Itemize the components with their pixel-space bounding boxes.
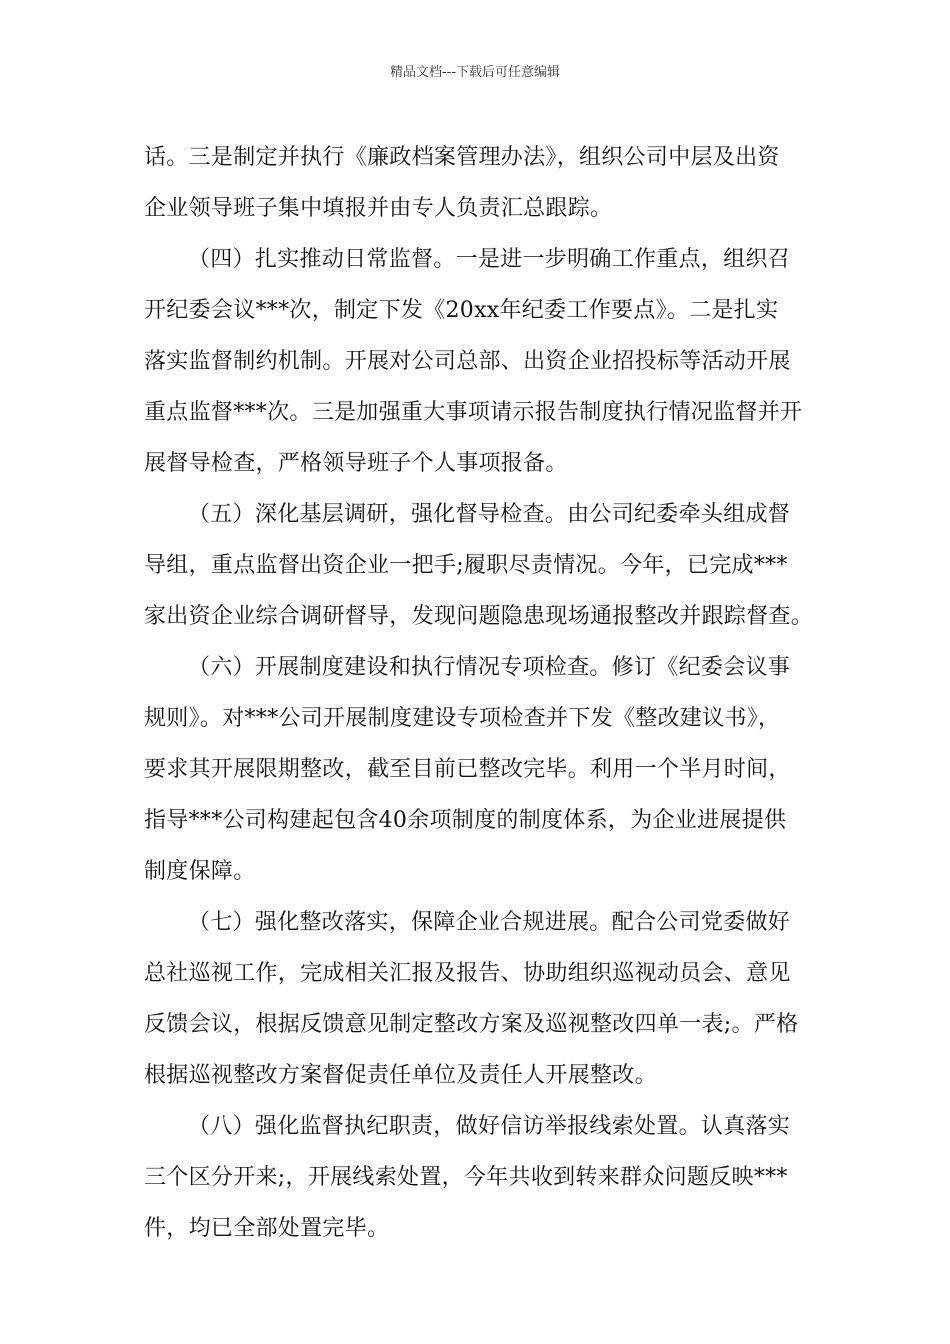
text-line: 三个区分开来;，开展线索处置，今年共收到转来群众问题反映*** <box>144 1165 788 1190</box>
text-line: 制度保障。 <box>144 859 256 884</box>
page-header: 精品文档---下载后可任意编辑 <box>389 65 561 80</box>
text-line: 要求其开展限期整改，截至目前已整改完毕。利用一个半月时间， <box>144 757 791 782</box>
text-line: 总社巡视工作，完成相关汇报及报告、协助组织巡视动员会、意见 <box>144 961 791 986</box>
text-line: 导组，重点监督出资企业一把手;履职尽责情况。今年，已完成*** <box>144 553 788 578</box>
text-line: 落实监督制约机制。开展对公司总部、出资企业招投标等活动开展 <box>144 349 791 374</box>
text-line: 重点监督***次。三是加强重大事项请示报告制度执行情况监督并开 <box>144 400 803 425</box>
text-line: 企业领导班子集中填报并由专人负责汇总跟踪。 <box>144 196 613 221</box>
paragraph-start-line: （八）强化监督执纪职责，做好信访举报线索处置。认真落实 <box>188 1114 791 1139</box>
text-line: 件，均已全部处置完毕。 <box>144 1216 390 1241</box>
text-line: 规则》。对***公司开展制度建设专项检查并下发《整改建议书》， <box>144 706 781 731</box>
text-line: 根据巡视整改方案督促责任单位及责任人开展整改。 <box>144 1063 657 1088</box>
paragraph-start-line: （七）强化整改落实，保障企业合规进展。配合公司党委做好 <box>188 910 791 935</box>
text-line: 反馈会议，根据反馈意见制定整改方案及巡视整改四单一表;。严格 <box>144 1012 799 1037</box>
text-line: 话。三是制定并执行《廉政档案管理办法》，组织公司中层及出资 <box>144 145 780 170</box>
text-line: 开纪委会议***次，制定下发《20xx年纪委工作要点》。二是扎实 <box>144 298 779 323</box>
document-body <box>144 132 814 1254</box>
text-line: 家出资企业综合调研督导，发现问题隐患现场通报整改并跟踪督查。 <box>144 604 814 629</box>
paragraph-start-line: （五）深化基层调研，强化督导检查。由公司纪委牵头组成督 <box>188 502 791 527</box>
paragraph-start-line: （六）开展制度建设和执行情况专项检查。修订《纪委会议事 <box>188 655 791 680</box>
text-line: 展督导检查，严格领导班子个人事项报备。 <box>144 451 568 476</box>
text-line: 指导***公司构建起包含40余项制度的制度体系，为企业进展提供 <box>144 808 787 833</box>
paragraph-start-line: （四）扎实推动日常监督。一是进一步明确工作重点，组织召 <box>188 247 791 272</box>
